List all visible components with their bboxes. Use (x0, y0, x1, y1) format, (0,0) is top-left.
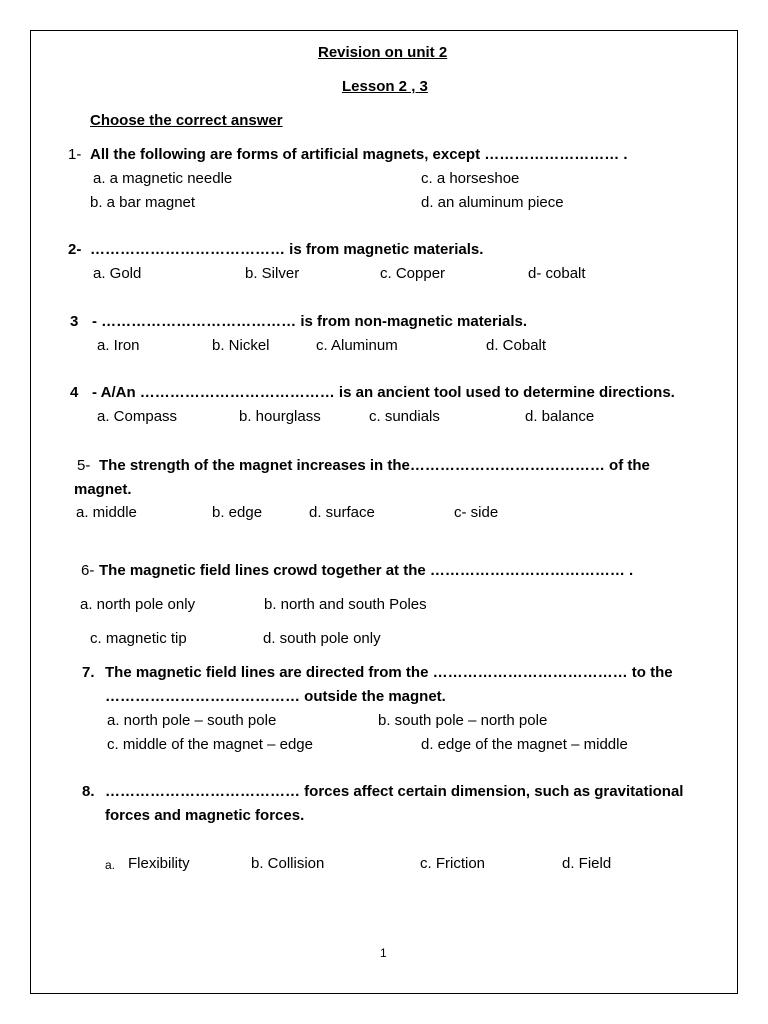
question-number: 8. (82, 783, 95, 800)
option-b: b. edge (212, 504, 263, 521)
question-text-line-1: The magnetic field lines are directed from the ………………………………… to the (105, 664, 673, 681)
question-text: - ………………………………… is from non-magnetic materials. (92, 313, 528, 330)
question-text-line-2: forces and magnetic forces. (105, 807, 305, 824)
option-d: d. an aluminum piece (421, 194, 564, 211)
question-number: 2- (68, 241, 82, 258)
question-text: All the following are forms of artificial magnets, except ……………………… . (90, 146, 628, 163)
option-d: d. balance (525, 408, 595, 425)
question-number: 4 (70, 384, 79, 401)
question-text-line-2: magnet. (74, 481, 132, 498)
option-c: c. middle of the magnet – edge (107, 736, 313, 753)
question-number: 5- (77, 457, 91, 474)
page-title: Revision on unit 2 (318, 44, 448, 61)
question-text: - A/An ………………………………… is an ancient tool used to determine directions. (92, 384, 675, 401)
option-d: d. edge of the magnet – middle (421, 736, 628, 753)
option-b: b. Collision (251, 855, 325, 872)
question-text-line-2: ………………………………… outside the magnet. (105, 688, 446, 705)
option-b: b. south pole – north pole (378, 712, 548, 729)
question-number: 7. (82, 664, 95, 681)
option-c: c. a horseshoe (421, 170, 520, 187)
option-b: b. north and south Poles (264, 596, 427, 613)
option-c: c. Aluminum (316, 337, 398, 354)
option-d: d. south pole only (263, 630, 381, 647)
option-a: a. a magnetic needle (93, 170, 233, 187)
option-b: b. Silver (245, 265, 300, 282)
option-c: c. Copper (380, 265, 446, 282)
option-a: a. middle (76, 504, 137, 521)
option-b: b. hourglass (239, 408, 321, 425)
question-number: 6- (81, 562, 95, 579)
option-d: d. Field (562, 855, 612, 872)
option-b: b. a bar magnet (90, 194, 196, 211)
option-a: a. Gold (93, 265, 142, 282)
instruction-heading: Choose the correct answer (90, 112, 283, 129)
question-number: 1- (68, 146, 82, 163)
option-c: c. magnetic tip (90, 630, 187, 647)
option-a-marker: a. (105, 858, 116, 872)
option-b: b. Nickel (212, 337, 270, 354)
question-text: ………………………………… is from magnetic materials. (90, 241, 484, 258)
option-a: a. Compass (97, 408, 178, 425)
option-c: c. sundials (369, 408, 440, 425)
option-c: c- side (454, 504, 499, 521)
question-text-line-1: The strength of the magnet increases in the………………………………… of the (99, 457, 650, 474)
option-d: d- cobalt (528, 265, 586, 282)
question-text-line-1: ………………………………… forces affect certain dimension, such as gravitational (105, 783, 684, 800)
option-c: c. Friction (420, 855, 486, 872)
option-a: a. north pole only (80, 596, 196, 613)
option-a: a. north pole – south pole (107, 712, 277, 729)
option-a: Flexibility (128, 855, 190, 872)
lesson-subtitle: Lesson 2 , 3 (342, 78, 428, 95)
question-number: 3 (70, 313, 79, 330)
question-text: The magnetic field lines crowd together at the ………………………………… . (99, 562, 634, 579)
option-d: d. surface (309, 504, 375, 521)
option-a: a. Iron (97, 337, 140, 354)
option-d: d. Cobalt (486, 337, 547, 354)
page-number: 1 (380, 946, 387, 960)
